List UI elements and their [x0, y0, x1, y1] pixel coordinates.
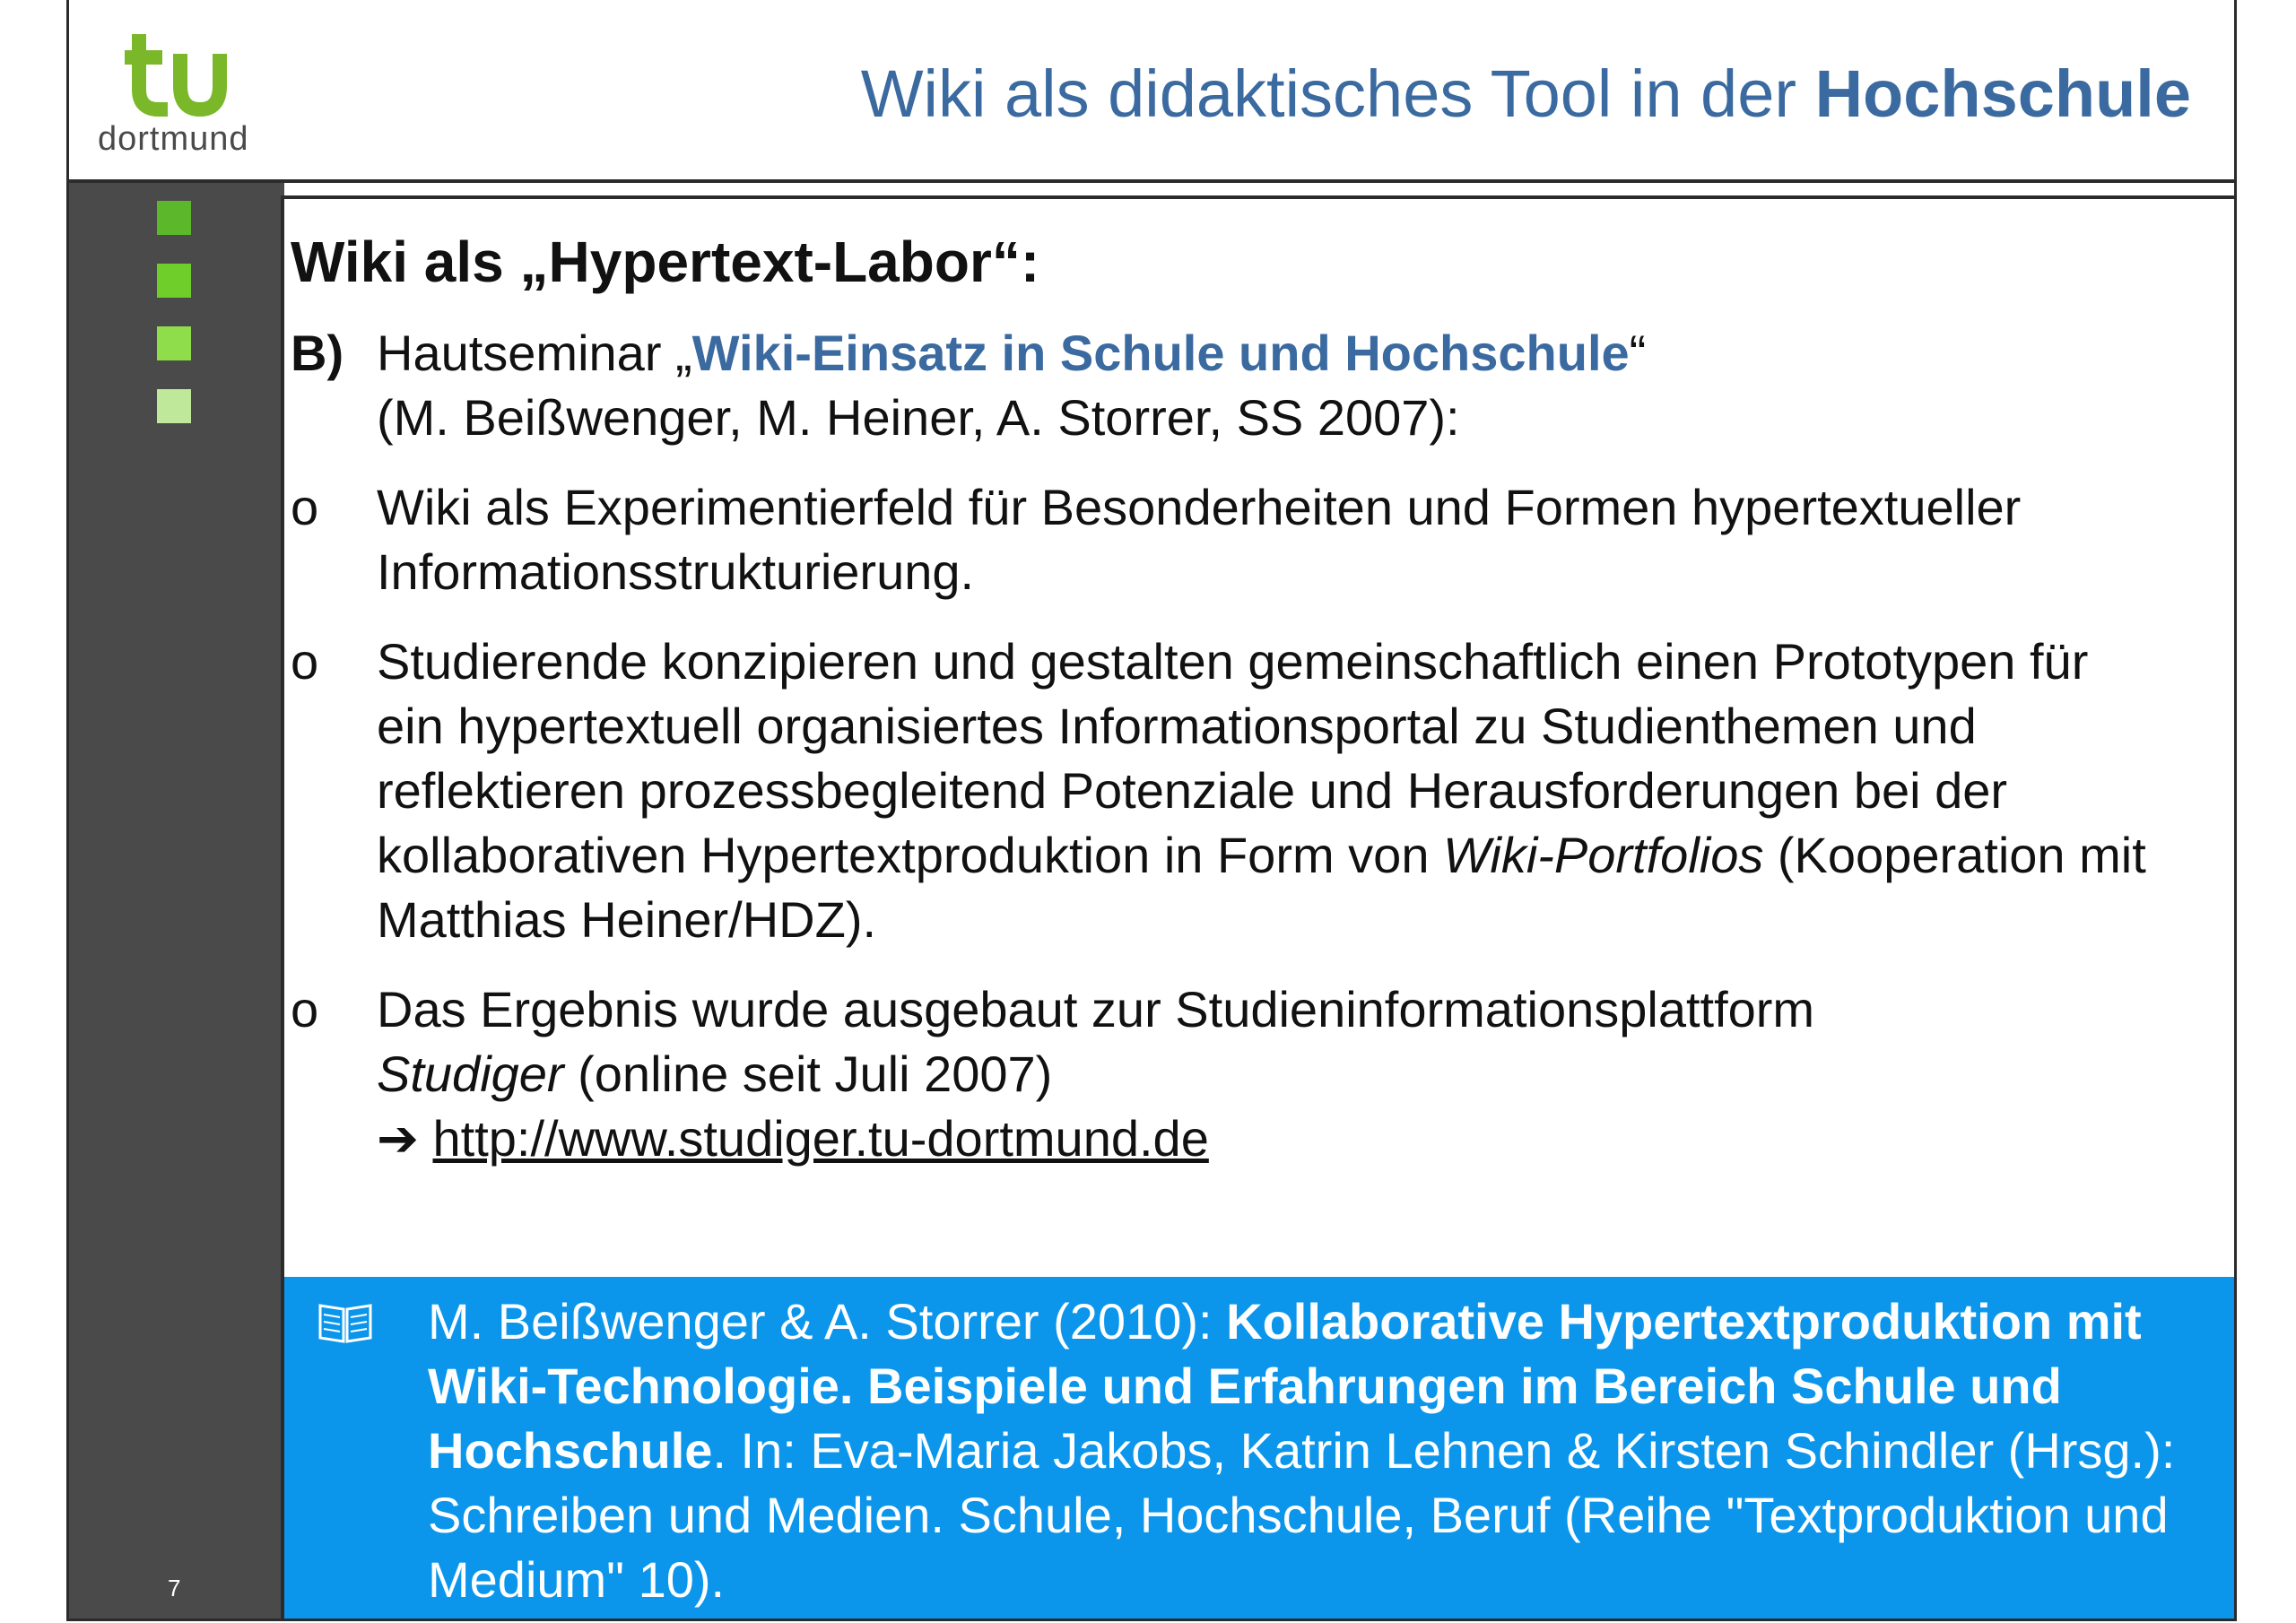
bullet-3-rest: (online seit Juli 2007) [563, 1046, 1053, 1102]
reference-box [284, 1277, 2237, 1621]
section-b-prefix: Hautseminar „ [377, 325, 692, 381]
bullet-marker: o [291, 479, 319, 535]
sidebar-square-4 [157, 389, 191, 423]
sidebar-square-3 [157, 326, 191, 360]
page-number: 7 [168, 1575, 181, 1601]
bullet-2 [291, 629, 2156, 952]
title-bold: Hochschule [1814, 56, 2191, 131]
seminar-title: Wiki-Einsatz in Schule und Hochschule [691, 325, 1630, 381]
bullet-1 [291, 475, 2156, 604]
sidebar-square-1 [157, 201, 191, 235]
bullet-3-italic: Studiger [377, 1046, 564, 1102]
book-icon [317, 1298, 374, 1345]
reference-text [428, 1289, 2204, 1612]
bullet-3-line1: Das Ergebnis wurde ausgebaut zur Studieninformationsplattform [377, 981, 1815, 1037]
reference-authors: M. Beißwenger & A. Storrer (2010): [428, 1293, 1227, 1350]
title-regular: Wiki als didaktisches Tool in der [860, 56, 1815, 131]
section-b [291, 321, 2156, 450]
section-b-marker: B) [291, 325, 344, 381]
bullet-marker: o [291, 633, 319, 690]
reference-source: . In: Eva-Maria Jakobs, Katrin Lehnen & Kirsten Schindler (Hrsg.): Schreiben und Medien. Schule, Hochschule, Beruf (Reihe "Textproduktion und Medium" 10). [428, 1422, 2176, 1608]
bullet-3 [291, 977, 2156, 1172]
bullet-marker: o [291, 981, 319, 1037]
arrow-icon: ➔ [377, 1110, 419, 1168]
bullet-2-italic: Wiki-Portfolios [1443, 827, 1764, 883]
tu-dortmund-logo-icon [121, 27, 229, 126]
section-b-suffix: “ [1629, 325, 1647, 381]
slide-content [291, 226, 2156, 1172]
logo-dortmund-label: dortmund [98, 120, 249, 158]
reference-title: Kollaborative Hypertextproduktion mit Wiki-Technologie. Beispiele und Erfahrungen im Bereich Schule und Hochschule [428, 1293, 2142, 1479]
seminar-authors: (M. Beißwenger, M. Heiner, A. Storrer, SS 2007): [377, 389, 1460, 446]
sidebar-square-2 [157, 264, 191, 298]
bullet-1-text: Wiki als Experimentierfeld für Besonderheiten und Formen hypertextueller Informationsstrukturierung. [377, 479, 2022, 600]
bullet-2-end: (Kooperation mit Matthias Heiner/HDZ). [377, 827, 2146, 948]
sidebar [69, 183, 284, 1621]
content-heading: Wiki als „Hypertext-Labor“: [291, 230, 1040, 294]
slide-title [861, 56, 2191, 132]
slide-header [69, 0, 2234, 179]
bullet-2-text: Studierende konzipieren und gestalten gemeinschaftlich einen Prototypen für ein hypertextuell organisiertes Informationsportal zu Studienthemen und reflektieren prozessbegleitend Potenziale und Herausforderungen bei der kollaborativen Hypertextproduktion in Form von [377, 633, 2089, 883]
studiger-link[interactable]: http://www.studiger.tu-dortmund.de [432, 1110, 1209, 1167]
header-divider [69, 179, 2234, 183]
